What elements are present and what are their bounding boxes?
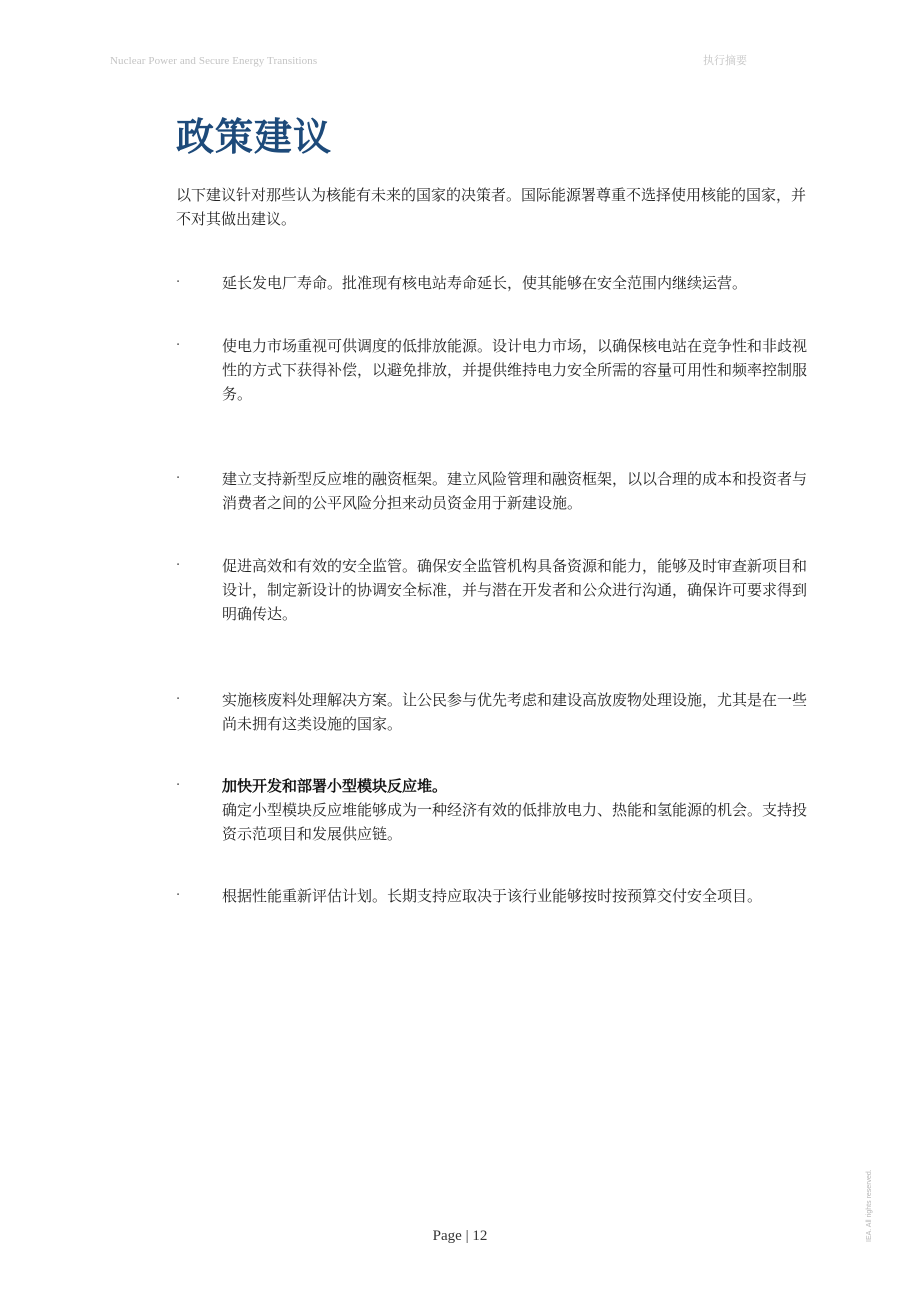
recommendation-text (222, 774, 816, 846)
running-header-report-title: Nuclear Power and Secure Energy Transitions (110, 55, 318, 67)
intro-paragraph: 以下建议针对那些认为核能有未来的国家的决策者。国际能源署尊重不选择使用核能的国家，并不对其做出建议。 (176, 186, 807, 228)
recommendation-text: 实施核废料处理解决方案。让公民参与优先考虑和建设高放废物处理设施，尤其是在一些尚未拥有这类设施的国家。 (222, 691, 808, 733)
copyright-note: IEA. All rights reserved. (866, 1169, 873, 1242)
running-header-section: 执行摘要 (703, 54, 747, 67)
recommendation-text: 延长发电厂寿命。批准现有核电站寿命延长，使其能够在安全范围内继续运营。 (222, 274, 748, 292)
bullet: · (176, 778, 181, 793)
recommendation-text: 使电力市场重视可供调度的低排放能源。设计电力市场，以确保核电站在竞争性和非歧视性的方式下获得补偿，以避免排放，并提供维持电力安全所需的容量可用性和频率控制服务。 (222, 337, 808, 403)
bullet: · (176, 558, 181, 573)
recommendation-title: 加快开发和部署小型模块反应堆。 (222, 777, 448, 795)
recommendation-text: 根据性能重新评估计划。长期支持应取决于该行业能够按时按预算交付安全项目。 (222, 887, 763, 905)
bullet: · (176, 338, 181, 353)
recommendation-text: 促进高效和有效的安全监管。确保安全监管机构具备资源和能力，能够及时审查新项目和设计，制定新设计的协调安全标准，并与潜在开发者和公众进行沟通，确保许可要求得到明确传达。 (222, 557, 808, 623)
bullet: · (176, 888, 181, 903)
page-number: Page | 12 (432, 1228, 488, 1244)
bullet: · (176, 275, 181, 290)
recommendation-text: 建立支持新型反应堆的融资框架。建立风险管理和融资框架，以以合理的成本和投资者与消费者之间的公平风险分担来动员资金用于新建设施。 (222, 470, 808, 512)
page-title: 政策建议 (176, 115, 333, 159)
recommendation-body: 确定小型模块反应堆能够成为一种经济有效的低排放电力、热能和氢能源的机会。支持投资示范项目和发展供应链。 (222, 801, 808, 843)
bullet: · (176, 471, 181, 486)
bullet: · (176, 692, 181, 707)
